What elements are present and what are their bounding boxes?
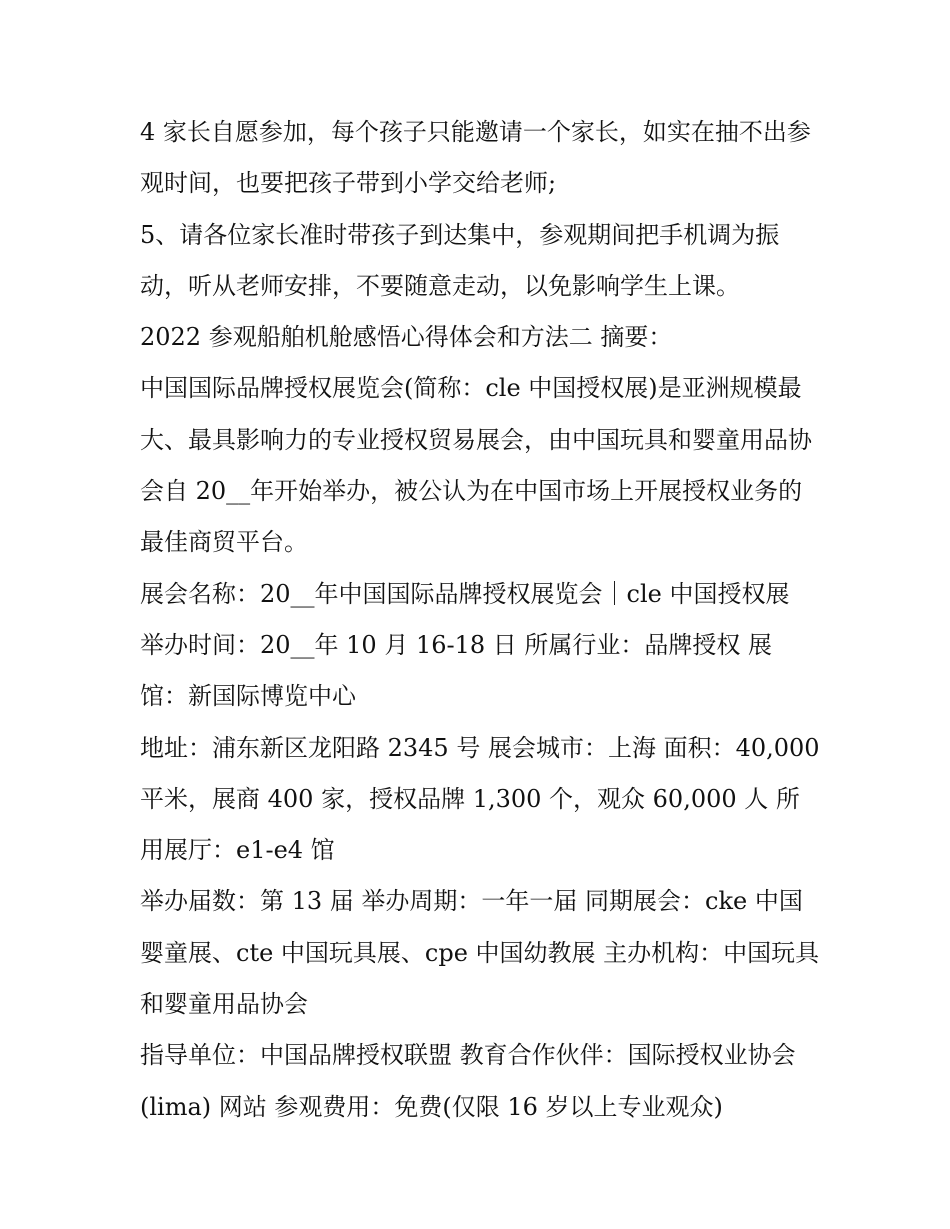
document-body	[140, 107, 820, 1133]
paragraph-exhibition-intro: 中国国际品牌授权展览会(简称：cle 中国授权展)是亚洲规模最大、最具影响力的专业授权贸易展会，由中国玩具和婴童用品协会自 20__年开始举办，被公认为在中国市场上开展授权业务的最佳商贸平台。	[140, 374, 812, 557]
paragraph-exhibition-guidance: 指导单位：中国品牌授权联盟 教育合作伙伴：国际授权业协会(lima) 网站 参观费用：免费(仅限 16 岁以上专业观众)	[140, 1041, 796, 1121]
paragraph-exhibition-address: 地址：浦东新区龙阳路 2345 号 展会城市：上海 面积：40,000 平米，展商 400 家，授权品牌 1,300 个，观众 60,000 人 所用展厅：e1-e4 馆	[140, 733, 820, 865]
paragraph-exhibition-time: 举办时间：20__年 10 月 16-18 日 所属行业：品牌授权 展馆：新国际博览中心	[140, 630, 773, 711]
section-heading: 2022 参观船舶机舱感悟心得体会和方法二 摘要：	[140, 323, 673, 352]
paragraph-exhibition-session: 举办届数：第 13 届 举办周期：一年一届 同期展会：cke 中国婴童展、cte 中国玩具展、cpe 中国幼教展 主办机构：中国玩具和婴童用品协会	[140, 887, 820, 1019]
paragraph-parent-instructions: 5、请各位家长准时带孩子到达集中，参观期间把手机调为振动，听从老师安排，不要随意走动，以免影响学生上课。	[140, 220, 780, 300]
paragraph-exhibition-name: 展会名称：20__年中国国际品牌授权展览会｜cle 中国授权展	[140, 579, 790, 608]
paragraph-parent-participation: 4 家长自愿参加，每个孩子只能邀请一个家长，如实在抽不出参观时间，也要把孩子带到小学交给老师;	[140, 118, 811, 198]
